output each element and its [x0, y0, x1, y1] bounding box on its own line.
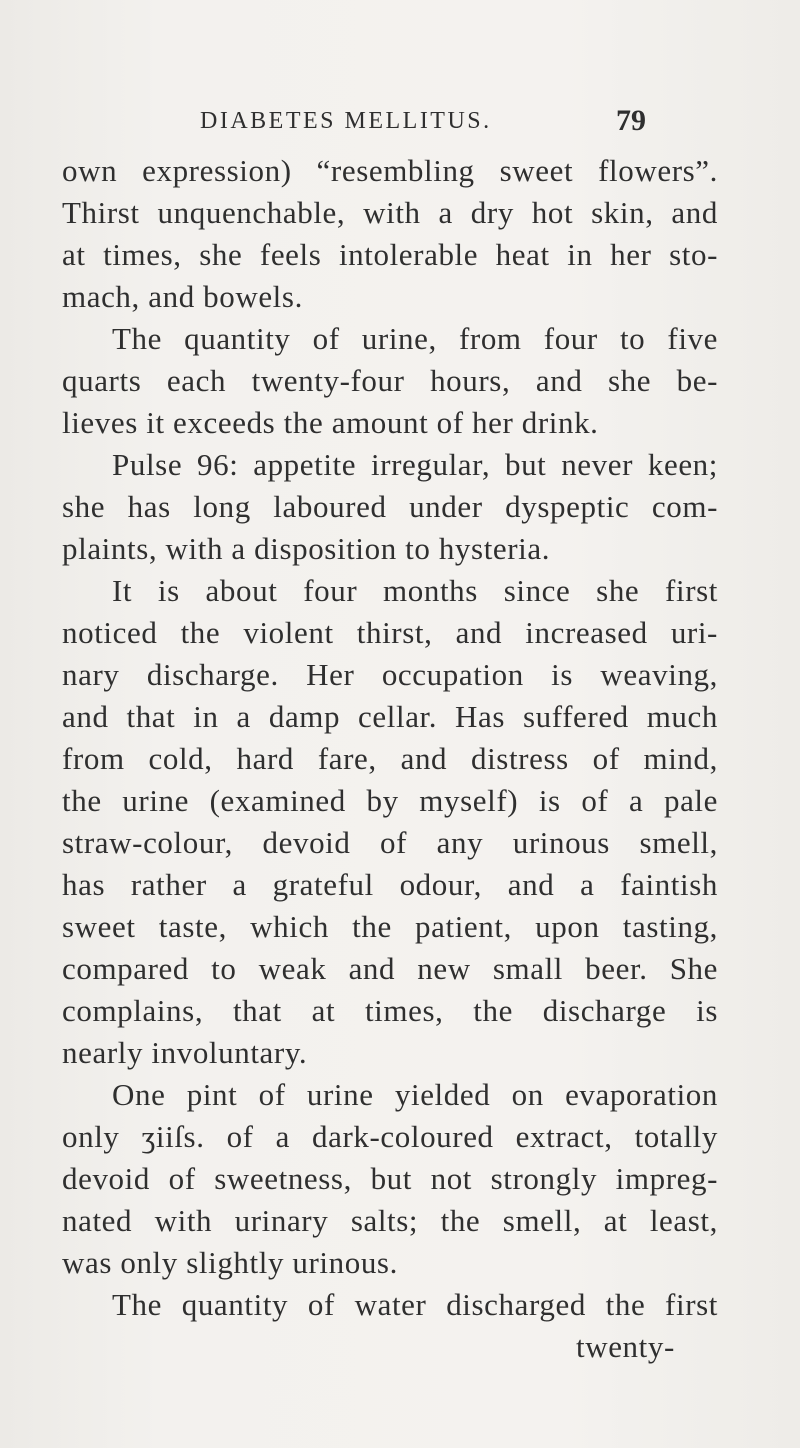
- text-line-21: complains, that at times, the discharge is: [62, 993, 718, 1028]
- text-line-6: quarts each twenty-four hours, and she be-: [62, 363, 718, 398]
- text-line-7: lieves it exceeds the amount of her drink.: [62, 405, 599, 440]
- text-line-16: the urine (examined by myself) is of a pale: [62, 783, 718, 818]
- text-line-10: plaints, with a disposition to hysteria.: [62, 531, 551, 566]
- text-line-5: The quantity of urine, from four to five: [112, 321, 718, 356]
- text-line-1: own expression) “resembling sweet flowers”.: [62, 153, 718, 188]
- text-line-3: at times, she feels intolerable heat in her sto-: [62, 237, 718, 272]
- text-line-2: Thirst unquenchable, with a dry hot skin, and: [62, 195, 718, 230]
- text-line-25: devoid of sweetness, but not strongly impreg-: [62, 1161, 718, 1196]
- text-line-22: nearly involuntary.: [62, 1035, 308, 1070]
- text-line-23: One pint of urine yielded on evaporation: [112, 1077, 718, 1112]
- text-line-29: twenty-: [576, 1329, 675, 1364]
- text-line-13: nary discharge. Her occupation is weaving,: [62, 657, 718, 692]
- text-line-26: nated with urinary salts; the smell, at least,: [62, 1203, 718, 1238]
- text-line-15: from cold, hard fare, and distress of mind,: [62, 741, 718, 776]
- text-line-27: was only slightly urinous.: [62, 1245, 398, 1280]
- running-title: DIABETES MELLITUS.: [200, 108, 492, 134]
- text-line-14: and that in a damp cellar. Has suffered much: [62, 699, 718, 734]
- text-line-20: compared to weak and new small beer. She: [62, 951, 718, 986]
- text-line-28: The quantity of water discharged the first: [112, 1287, 718, 1322]
- text-line-19: sweet taste, which the patient, upon tasting,: [62, 909, 718, 944]
- text-line-18: has rather a grateful odour, and a faintish: [62, 867, 718, 902]
- text-line-4: mach, and bowels.: [62, 279, 303, 314]
- page-number: 79: [616, 104, 646, 137]
- text-line-17: straw-colour, devoid of any urinous smell,: [62, 825, 718, 860]
- text-line-8: Pulse 96: appetite irregular, but never keen;: [112, 447, 718, 482]
- text-line-11: It is about four months since she first: [112, 573, 718, 608]
- text-line-12: noticed the violent thirst, and increased uri-: [62, 615, 718, 650]
- text-line-24: only ʒiiſs. of a dark-coloured extract, totally: [62, 1119, 718, 1154]
- text-line-9: she has long laboured under dyspeptic com-: [62, 489, 718, 524]
- page-header: [0, 104, 800, 148]
